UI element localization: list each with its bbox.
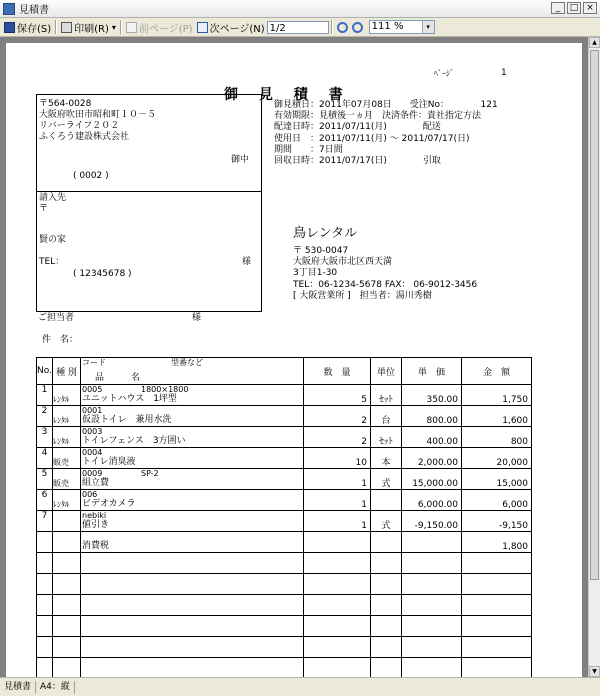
row-no: 6 xyxy=(37,490,53,511)
meta-line: 御見積日：2011年07月08日 受注No： 121 xyxy=(274,100,498,110)
empty-cell xyxy=(304,574,371,595)
close-button[interactable]: × xyxy=(583,2,597,14)
row-no: 3 xyxy=(37,427,53,448)
table-row xyxy=(37,469,532,490)
minimize-button[interactable]: _ xyxy=(551,2,565,14)
header-unit: 単位 xyxy=(371,358,402,385)
header-name: 品 名 xyxy=(95,373,141,383)
prev-page-icon xyxy=(126,22,137,33)
empty-cell xyxy=(371,595,402,616)
row-amount: 15,000 xyxy=(462,469,532,490)
row-unit: ｾｯﾄ xyxy=(371,385,402,406)
row-price: 15,000.00 xyxy=(402,469,462,490)
row-qty: 1 xyxy=(304,511,371,532)
zoom-out-button[interactable] xyxy=(352,19,365,35)
empty-cell xyxy=(402,658,462,678)
row-code-name xyxy=(81,469,304,490)
empty-cell xyxy=(402,595,462,616)
header-price: 単 価 xyxy=(402,358,462,385)
header-code: コード xyxy=(82,358,106,367)
page-number: 1 xyxy=(501,68,507,78)
preview-viewport[interactable] xyxy=(0,37,588,677)
row-kind: ﾚﾝﾀﾙ xyxy=(53,385,81,406)
vertical-scrollbar[interactable] xyxy=(588,37,600,677)
row-kind: 販売 xyxy=(53,469,81,490)
row-price: 2,000.00 xyxy=(402,448,462,469)
empty-cell xyxy=(53,616,81,637)
table-row xyxy=(37,385,532,406)
header-kind: 種 別 xyxy=(53,358,81,385)
next-page-icon xyxy=(197,22,208,33)
row-no: 4 xyxy=(37,448,53,469)
empty-row xyxy=(37,658,532,678)
row-unit: ｾｯﾄ xyxy=(371,427,402,448)
row-spec: SP-2 xyxy=(141,469,159,478)
row-price: -9,150.00 xyxy=(402,511,462,532)
scroll-up-arrow-icon[interactable]: ▲ xyxy=(589,37,600,48)
subject-label: 件 名： xyxy=(42,335,79,345)
status-paper-size: A4：縦 xyxy=(36,681,75,694)
table-row xyxy=(37,448,532,469)
print-label: 印刷(R) xyxy=(74,23,109,35)
row-kind: ﾚﾝﾀﾙ xyxy=(53,490,81,511)
row-qty: 1 xyxy=(304,490,371,511)
row-price: 400.00 xyxy=(402,427,462,448)
empty-cell xyxy=(37,574,53,595)
row-code-name xyxy=(81,532,304,553)
empty-cell xyxy=(371,658,402,678)
customer-address-1: 大阪府吹田市昭和町１０－５ xyxy=(39,110,157,120)
row-code-name xyxy=(81,490,304,511)
empty-cell xyxy=(81,595,304,616)
empty-cell xyxy=(462,553,532,574)
row-no xyxy=(37,532,53,553)
company-name: 鳥レンタル xyxy=(293,226,358,241)
row-code: 0004 xyxy=(82,448,103,457)
toolbar-separator xyxy=(55,20,57,34)
status-bar xyxy=(0,677,600,696)
row-name: 値引き xyxy=(82,520,110,530)
row-qty: 1 xyxy=(304,469,371,490)
empty-row xyxy=(37,595,532,616)
row-name: 消費税 xyxy=(82,541,110,551)
table-row xyxy=(37,532,532,553)
company-branch: [ 大阪営業所 ] 担当者：湯川秀樹 xyxy=(293,290,432,301)
billing-postal: 〒 xyxy=(39,204,49,214)
header-qty: 数 量 xyxy=(304,358,371,385)
row-price xyxy=(402,532,462,553)
empty-cell xyxy=(81,616,304,637)
empty-cell xyxy=(81,553,304,574)
zoom-select[interactable] xyxy=(369,20,435,34)
row-name: ユニットハウス 1坪型 xyxy=(82,394,177,404)
row-unit xyxy=(371,490,402,511)
row-amount: 20,000 xyxy=(462,448,532,469)
empty-row xyxy=(37,574,532,595)
save-label: 保存(S) xyxy=(17,23,52,35)
empty-cell xyxy=(81,658,304,678)
print-button[interactable] xyxy=(61,19,116,35)
row-kind xyxy=(53,532,81,553)
printer-icon xyxy=(61,22,72,33)
scroll-down-arrow-icon[interactable]: ▼ xyxy=(589,666,600,677)
empty-cell xyxy=(53,658,81,678)
row-name: ビデオカメラ xyxy=(82,499,136,509)
customer-address-2: リバーライフ２０２ xyxy=(39,121,120,131)
empty-cell xyxy=(371,574,402,595)
billing-house: 賢の家 xyxy=(39,235,67,245)
row-qty: 5 xyxy=(304,385,371,406)
row-qty: 2 xyxy=(304,427,371,448)
preview-toolbar xyxy=(0,18,600,37)
empty-cell xyxy=(304,595,371,616)
table-row xyxy=(37,406,532,427)
row-unit: 本 xyxy=(371,448,402,469)
window-titlebar xyxy=(0,0,600,18)
empty-cell xyxy=(53,637,81,658)
empty-cell xyxy=(304,553,371,574)
row-no: 2 xyxy=(37,406,53,427)
row-code-name xyxy=(81,406,304,427)
row-unit: 式 xyxy=(371,469,402,490)
empty-cell xyxy=(371,616,402,637)
empty-cell xyxy=(37,637,53,658)
empty-row xyxy=(37,637,532,658)
customer-box xyxy=(36,94,262,312)
empty-cell xyxy=(402,574,462,595)
empty-cell xyxy=(53,595,81,616)
empty-row xyxy=(37,616,532,637)
row-kind xyxy=(53,511,81,532)
row-kind: ﾚﾝﾀﾙ xyxy=(53,427,81,448)
row-code: 0005 xyxy=(82,385,103,394)
empty-cell xyxy=(304,637,371,658)
next-page-button[interactable] xyxy=(197,19,265,35)
table-row xyxy=(37,511,532,532)
zoom-in-button[interactable] xyxy=(337,19,350,35)
empty-cell xyxy=(81,574,304,595)
empty-cell xyxy=(304,658,371,678)
app-icon xyxy=(3,3,15,15)
empty-cell xyxy=(81,637,304,658)
empty-cell xyxy=(371,553,402,574)
prev-page-button[interactable] xyxy=(126,19,193,35)
company-address xyxy=(293,246,477,302)
empty-cell xyxy=(304,616,371,637)
row-code: 0009 xyxy=(82,469,103,478)
estimate-meta xyxy=(274,100,498,167)
toolbar-separator xyxy=(331,20,333,34)
row-amount: 1,750 xyxy=(462,385,532,406)
empty-cell xyxy=(371,637,402,658)
row-unit xyxy=(371,532,402,553)
row-qty: 10 xyxy=(304,448,371,469)
row-code: 0003 xyxy=(82,427,103,436)
empty-cell xyxy=(402,637,462,658)
save-button[interactable] xyxy=(4,19,51,35)
floppy-disk-icon xyxy=(4,22,15,33)
toolbar-separator xyxy=(120,20,122,34)
meta-line: 有効期限：見積後一ヵ月 決済条件：貴社指定方法 xyxy=(274,111,482,122)
zoom-in-icon xyxy=(337,22,348,33)
row-qty xyxy=(304,532,371,553)
row-amount: 1,600 xyxy=(462,406,532,427)
empty-cell xyxy=(37,595,53,616)
billing-label: 請入先 xyxy=(39,193,67,203)
empty-cell xyxy=(462,658,532,678)
row-price: 350.00 xyxy=(402,385,462,406)
row-no: 1 xyxy=(37,385,53,406)
document-title: 御 見 積 書 xyxy=(224,87,351,103)
empty-cell xyxy=(53,553,81,574)
row-name: トイレ消臭液 xyxy=(82,457,136,467)
row-code-name xyxy=(81,385,304,406)
meta-line: 使用日 ：2011/07/11(月) ～ 2011/07/17(日) xyxy=(274,133,470,144)
table-row xyxy=(37,427,532,448)
empty-cell xyxy=(462,595,532,616)
row-name: 仮設トイレ 兼用水洗 xyxy=(82,415,172,425)
header-code-name xyxy=(81,358,304,385)
scroll-thumb[interactable] xyxy=(590,50,599,580)
empty-cell xyxy=(53,574,81,595)
status-doc-name: 見積書 xyxy=(0,681,36,694)
header-amount: 金 額 xyxy=(462,358,532,385)
company-phone: TEL：06-1234-5678 FAX： 06-9012-3456 xyxy=(293,279,478,290)
page-label: ﾍﾟｰｼﾞ xyxy=(434,69,454,78)
row-amount: 1,800 xyxy=(462,532,532,553)
company-address-1: 大阪府大阪市北区西天満 xyxy=(293,257,393,268)
row-name: トイレフェンス 3方囲い xyxy=(82,436,186,446)
billing-code: ( 12345678 ) xyxy=(73,269,132,279)
table-row xyxy=(37,490,532,511)
window-title: 見積書 xyxy=(19,5,49,16)
row-price: 800.00 xyxy=(402,406,462,427)
row-amount: -9,150 xyxy=(462,511,532,532)
header-spec: 型番など xyxy=(171,358,203,367)
contact-label: ご担当者 xyxy=(38,313,75,323)
empty-row xyxy=(37,553,532,574)
zoom-out-icon xyxy=(352,22,363,33)
document-page xyxy=(6,43,582,677)
row-kind: 販売 xyxy=(53,448,81,469)
table-header-row xyxy=(37,358,532,385)
empty-cell xyxy=(402,616,462,637)
customer-code: ( 0002 ) xyxy=(73,171,109,181)
maximize-button[interactable]: □ xyxy=(567,2,581,14)
meta-line: 回収日時：2011/07/17(日) 引取 xyxy=(274,156,441,167)
row-amount: 6,000 xyxy=(462,490,532,511)
empty-cell xyxy=(462,637,532,658)
empty-cell xyxy=(37,553,53,574)
billing-tel-label: TEL： xyxy=(39,257,65,267)
empty-cell xyxy=(37,658,53,678)
chevron-down-icon[interactable]: ▾ xyxy=(422,21,434,33)
row-unit: 台 xyxy=(371,406,402,427)
row-code: 006 xyxy=(82,490,98,499)
chevron-down-icon[interactable]: ▾ xyxy=(111,22,116,32)
items-table xyxy=(36,357,532,677)
row-kind: ﾚﾝﾀﾙ xyxy=(53,406,81,427)
row-price: 6,000.00 xyxy=(402,490,462,511)
contact-honorific: 様 xyxy=(192,313,202,323)
row-code: nebiki xyxy=(82,511,107,520)
customer-name: ふくろう建設株式会社 xyxy=(39,132,130,142)
row-code-name xyxy=(81,427,304,448)
box-divider xyxy=(37,191,261,192)
empty-cell xyxy=(462,574,532,595)
empty-cell xyxy=(462,616,532,637)
customer-postal: 〒564-0028 xyxy=(39,99,92,109)
empty-cell xyxy=(37,616,53,637)
row-code-name xyxy=(81,511,304,532)
meta-line: 期間 ：7日間 xyxy=(274,144,343,155)
meta-line: 配達日時：2011/07/11(月) 配送 xyxy=(274,122,441,133)
row-qty: 2 xyxy=(304,406,371,427)
page-number-input[interactable]: 1/2 xyxy=(267,21,329,34)
row-no: 5 xyxy=(37,469,53,490)
zoom-value: 111 % xyxy=(371,21,404,32)
company-postal: 〒 530-0047 xyxy=(293,246,349,256)
row-code: 0001 xyxy=(82,406,103,415)
row-name: 組立費 xyxy=(82,478,110,488)
row-amount: 800 xyxy=(462,427,532,448)
window-controls xyxy=(551,2,597,14)
row-no: 7 xyxy=(37,511,53,532)
header-no: No. xyxy=(37,358,53,385)
row-code-name xyxy=(81,448,304,469)
row-unit: 式 xyxy=(371,511,402,532)
next-page-label: 次ページ(N) xyxy=(209,23,265,35)
billing-honorific: 様 xyxy=(242,257,252,267)
prev-page-label: 前ページ(P) xyxy=(138,23,193,35)
row-spec: 1800×1800 xyxy=(141,385,189,394)
company-address-2: 3丁目1-30 xyxy=(293,268,338,279)
customer-honorific: 御中 xyxy=(231,155,250,165)
empty-cell xyxy=(402,553,462,574)
